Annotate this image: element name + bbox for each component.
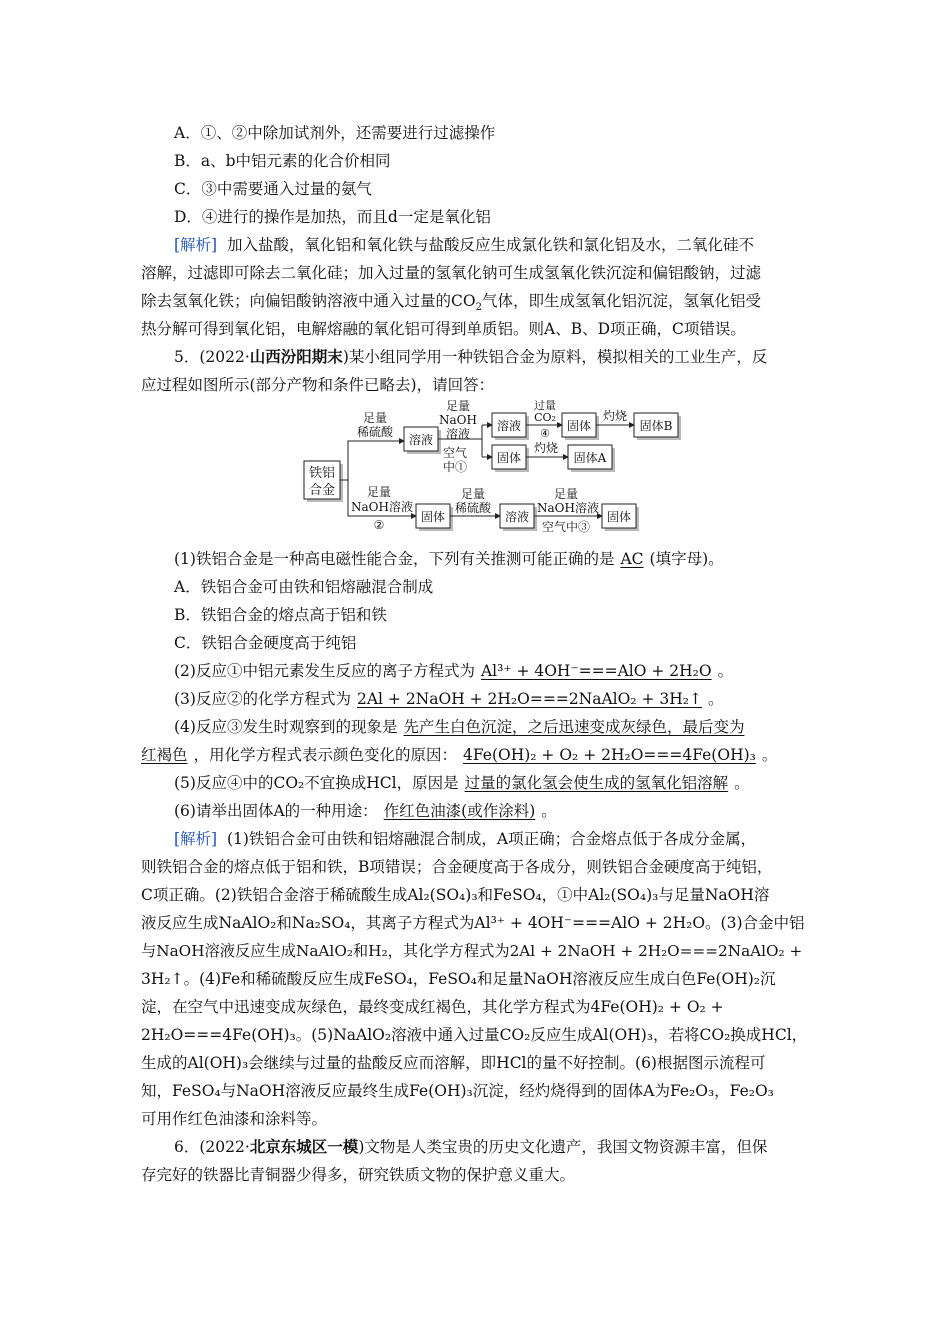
q6-stem-line-1: 6．(2022·北京东城区一模)文物是人类宝贵的历史文化遗产，我国文物资源丰富，但保 xyxy=(174,1137,768,1156)
q5-analysis-line-4: 液反应生成NaAlO₂和Na₂SO₄，其离子方程式为Al³⁺ + 4OH⁻===AlO + 2H₂O。(3)合金中铝 xyxy=(141,914,805,932)
answer-1: AC xyxy=(620,550,644,568)
svg-text:溶液: 溶液 xyxy=(496,419,522,433)
svg-text:NaOH: NaOH xyxy=(439,413,477,427)
svg-text:NaOH溶液: NaOH溶液 xyxy=(351,500,413,514)
q4-option-b: B．a、b中铝元素的化合价相同 xyxy=(174,152,391,170)
q5-analysis-line-11: 可用作红色油漆和涂料等。 xyxy=(141,1110,328,1128)
q5-analysis-line-5: 与NaOH溶液反应生成NaAlO₂和H₂，其化学方程式为2Al + 2NaOH + 2H₂O===2NaAlO₂ + xyxy=(141,942,803,960)
q5-analysis-line-9: 生成的Al(OH)₃会继续与过量的盐酸反应而溶解，即HCl的量不好控制。(6)根据图示流程可 xyxy=(141,1054,766,1072)
q5-part-6: (6)请举出固体A的一种用途： 作红色油漆(或作涂料) 。 xyxy=(174,802,557,820)
svg-text:固体: 固体 xyxy=(566,419,592,433)
svg-text:灼烧: 灼烧 xyxy=(533,441,559,455)
svg-text:足量: 足量 xyxy=(362,411,388,425)
q5-option-a: A．铁铝合金可由铁和铝熔融混合制成 xyxy=(174,578,434,596)
answer-4b: 红褐色 xyxy=(141,746,188,764)
svg-text:足量: 足量 xyxy=(445,399,471,413)
q4-analysis-line-2: 溶解，过滤即可除去二氧化硅；加入过量的氢氧化钠可生成氢氧化铁沉淀和偏铝酸钠，过滤 xyxy=(141,264,762,282)
svg-text:②: ② xyxy=(373,518,385,532)
q5-analysis-line-3: C项正确。(2)铁铝合金溶于稀硫酸生成Al₂(SO₄)₃和FeSO₄，①中Al₂(SO₄)₃与足量NaOH溶 xyxy=(141,886,770,904)
q6-source: 北京东城区一模 xyxy=(249,1137,359,1156)
q5-option-c: C．铁铝合金硬度高于纯铝 xyxy=(174,634,357,652)
q4-analysis-line-4: 热分解可得到氧化铝，电解熔融的氧化铝可得到单质铝。则A、B、D项正确，C项错误。 xyxy=(141,320,746,338)
q6-stem-line-2: 存完好的铁器比青铜器少得多，研究铁质文物的保护意义重大。 xyxy=(141,1166,576,1184)
svg-text:中①: 中① xyxy=(442,460,468,474)
svg-text:固体B: 固体B xyxy=(639,419,673,433)
start-label-1: 铁铝 xyxy=(308,466,336,481)
q5-part-4-line-1: (4)反应③发生时观察到的现象是 先产生白色沉淀，之后迅速变成灰绿色，最后变为 xyxy=(174,716,750,738)
svg-text:CO₂: CO₂ xyxy=(534,411,556,424)
svg-text:固体: 固体 xyxy=(496,451,522,465)
svg-text:固体: 固体 xyxy=(606,510,632,524)
svg-text:NaOH溶液: NaOH溶液 xyxy=(537,501,599,515)
svg-text:④: ④ xyxy=(540,427,550,440)
q4-analysis-line-3: 除去氢氧化铁；向偏铝酸钠溶液中通入过量的$CO_2$气体，即生成氢氧化铝沉淀，氢氧化铝受 xyxy=(141,292,761,314)
answer-3: 2Al + 2NaOH + 2H₂O===2NaAlO₂ + 3H₂↑ xyxy=(356,690,702,708)
svg-text:溶液: 溶液 xyxy=(445,427,471,441)
q5-analysis-line-2: 则铁铝合金的熔点低于铝和铁，B项错误；合金硬度高于各成分，则铁铝合金硬度高于纯铝， xyxy=(141,858,773,876)
svg-text:足量: 足量 xyxy=(366,485,392,499)
q5-option-b: B．铁铝合金的熔点高于铝和铁 xyxy=(174,606,387,624)
svg-text:固体A: 固体A xyxy=(573,451,607,465)
svg-text:灼烧: 灼烧 xyxy=(602,409,628,423)
q5-analysis-line-6: 3H₂↑。(4)Fe和稀硫酸反应生成FeSO₄，FeSO₄和足量NaOH溶液反应生成白色Fe(OH)₂沉 xyxy=(141,970,776,988)
arrow-to-upper xyxy=(340,441,404,480)
svg-text:空气中③: 空气中③ xyxy=(541,520,591,534)
q5-stem-line-2: 应过程如图所示(部分产物和条件已略去)，请回答： xyxy=(141,376,495,394)
answer-4a: 先产生白色沉淀，之后迅速变成灰绿色，最后变为 xyxy=(403,718,745,736)
svg-text:足量: 足量 xyxy=(460,487,486,501)
q4-analysis-line-1: [解析] 加入盐酸，氧化铝和氧化铁与盐酸反应生成氯化铁和氯化铝及水，二氧化硅不 xyxy=(174,236,754,254)
q5-analysis-line-10: 知，FeSO₄与NaOH溶液反应最终生成Fe(OH)₃沉淀，经灼烧得到的固体A为Fe₂O₃，Fe₂O₃ xyxy=(141,1082,774,1100)
answer-5: 过量的氯化氢会使生成的氢氧化铝溶解 xyxy=(464,774,729,792)
q5-part-3: (3)反应②的化学方程式为 2Al + 2NaOH + 2H₂O===2NaAlO₂ + 3H₂↑ 。 xyxy=(174,690,724,708)
q5-analysis-line-8: 2H₂O===4Fe(OH)₃。(5)NaAlO₂溶液中通入过量CO₂反应生成Al(OH)₃，若将CO₂换成HCl， xyxy=(141,1026,808,1044)
q5-part-4-line-2: 红褐色 ，用化学方程式表示颜色变化的原因： 4Fe(OH)₂ + O₂ + 2H₂O===4Fe(OH)₃ 。 xyxy=(141,746,778,764)
q5-part-2: (2)反应①中铝元素发生反应的离子方程式为 Al³⁺ + 4OH⁻===AlO + 2H₂O 。 xyxy=(174,662,734,680)
q4-option-d: D．④进行的操作是加热，而且d一定是氧化铝 xyxy=(174,208,491,226)
start-label-2: 合金 xyxy=(308,483,336,498)
q4-option-c: C．③中需要通入过量的氨气 xyxy=(174,180,372,198)
svg-text:溶液: 溶液 xyxy=(504,510,530,524)
q5-analysis-line-7: 淀，在空气中迅速变成灰绿色，最终变成红褐色，其化学方程式为4Fe(OH)₂ + O₂ + xyxy=(141,998,724,1016)
answer-4c: 4Fe(OH)₂ + O₂ + 2H₂O===4Fe(OH)₃ xyxy=(463,746,756,764)
q5-part-5: (5)反应④中的CO₂不宜换成HCl，原因是 过量的氯化氢会使生成的氢氧化铝溶解 。 xyxy=(174,774,750,792)
svg-text:固体: 固体 xyxy=(420,510,446,524)
q5-source: 山西汾阳期末 xyxy=(249,347,343,366)
svg-text:足量: 足量 xyxy=(553,487,579,501)
answer-2: Al³⁺ + 4OH⁻===AlO + 2H₂O xyxy=(480,662,712,680)
q4-option-a: A．①、②中除加试剂外，还需要进行过滤操作 xyxy=(174,124,496,142)
svg-text:溶液: 溶液 xyxy=(408,433,434,447)
q5-analysis-line-1: [解析] (1)铁铝合金可由铁和铝熔融混合制成，A项正确；合金熔点低于各成分金属， xyxy=(174,830,757,848)
svg-text:稀硫酸: 稀硫酸 xyxy=(356,425,394,439)
svg-text:空气: 空气 xyxy=(442,446,468,460)
answer-6: 作红色油漆(或作涂料) xyxy=(383,802,536,820)
flow-diagram xyxy=(300,398,690,538)
analysis-tag: [解析] xyxy=(174,236,218,254)
analysis-tag: [解析] xyxy=(174,830,218,848)
q5-stem-line-1: 5．(2022·山西汾阳期末)某小组同学用一种铁铝合金为原料，模拟相关的工业生产，反 xyxy=(174,347,768,366)
q5-part-1: (1)铁铝合金是一种高电磁性能合金，下列有关推测可能正确的是 AC (填字母)。 xyxy=(174,550,724,568)
svg-text:稀硫酸: 稀硫酸 xyxy=(454,501,492,515)
svg-text:过量: 过量 xyxy=(534,399,556,412)
